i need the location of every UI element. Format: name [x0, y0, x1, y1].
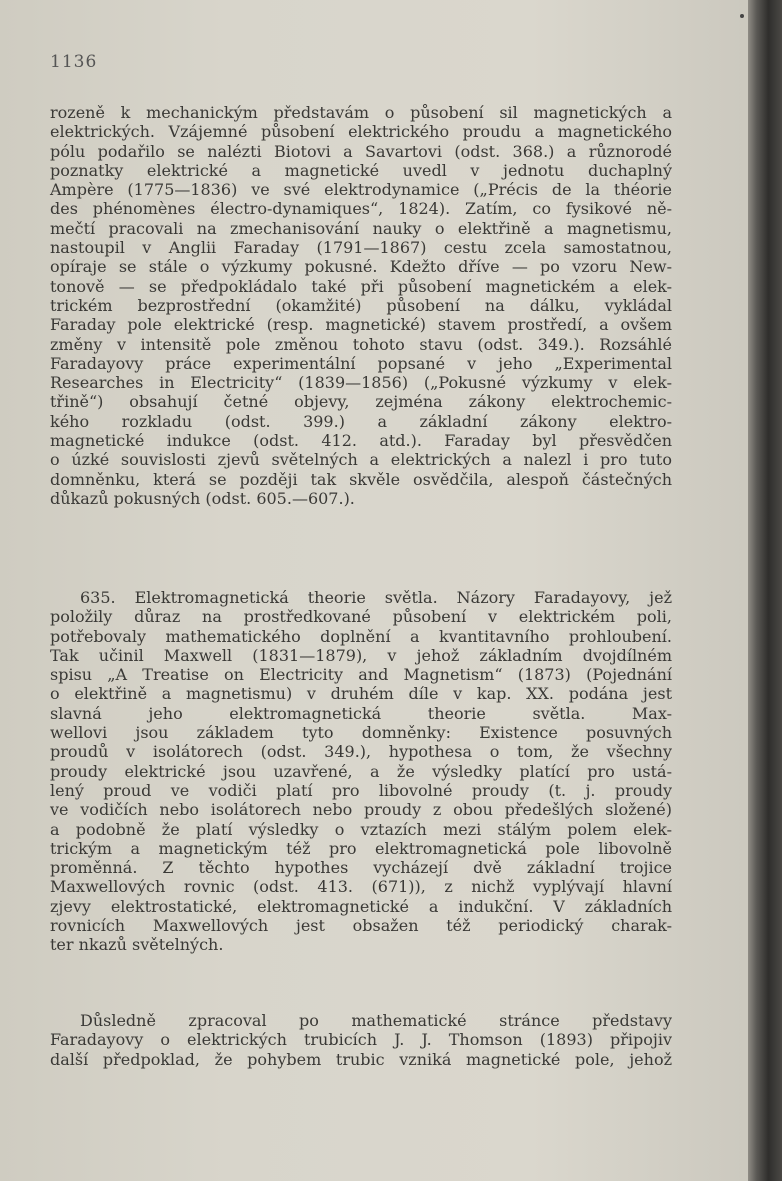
- text-line: domněnku, která se později tak skvěle osvědčila, alespoň částečných: [50, 469, 672, 489]
- text-line: Důsledně zpracoval po mathematické stránce představy: [80, 1011, 672, 1030]
- text-line: Researches in Electricity“ (1839—1856) („Pokusné výzkumy v elek-: [50, 373, 672, 393]
- text-line: kého rozkladu (odst. 399.) a základní zákony elektro-: [50, 411, 672, 431]
- text-line: Tak učinil Maxwell (1831—1879), v jehož základním dvojdílném: [50, 645, 672, 665]
- text-line: opíraje se stále o výzkumy pokusné. Kdežto dříve — po vzoru New-: [50, 257, 672, 277]
- text-line: proměnná. Z těchto hypothes vycházejí dvě základní trojice: [50, 858, 672, 878]
- text-line: položily důraz na prostředkované působení v elektrickém poli,: [50, 607, 672, 627]
- paragraph-2: [50, 588, 672, 955]
- text-line: wellovi jsou základem tyto domněnky: Existence posuvných: [50, 723, 672, 743]
- text-line: proudů v isolátorech (odst. 349.), hypothesa o tom, že všechny: [50, 742, 672, 762]
- text-line: třině“) obsahují četné objevy, zejména zákony elektrochemic-: [50, 392, 672, 412]
- text-line: rovnicích Maxwellových jest obsažen též periodický charak-: [50, 916, 672, 936]
- text-line: další předpoklad, že pohybem trubic vzniká magnetické pole, jehož: [50, 1049, 672, 1069]
- text-line: Faradayovy o elektrických trubicích J. J. Thomson (1893) připojiv: [50, 1030, 672, 1050]
- text-line: trickém bezprostřední (okamžité) působení na dálku, vykládal: [50, 295, 672, 315]
- text-line: slavná jeho elektromagnetická theorie světla. Max-: [50, 703, 672, 723]
- text-line: ter nkazů světelných.: [50, 935, 224, 955]
- text-line: trickým a magnetickým též pro elektromagnetická pole libovolně: [50, 838, 672, 858]
- section-heading-line: 635. Elektromagnetická theorie světla. Názory Faradayovy, jež: [80, 588, 672, 607]
- ink-dot: [740, 14, 744, 18]
- paragraph-3: [50, 1011, 672, 1069]
- text-line: ve vodičích nebo isolátorech nebo proudy z obou předešlých složené): [50, 800, 672, 820]
- text-line: elektrických. Vzájemné působení elektrického proudu a magnetického: [50, 122, 672, 142]
- text-line: tonově — se předpokládalo také při působení magnetickém a elek-: [50, 276, 672, 296]
- page-number: 1136: [50, 52, 98, 72]
- text-line: proudy elektrické jsou uzavřené, a že výsledky platící pro ustá-: [50, 761, 672, 781]
- text-line: o úzké souvislosti zjevů světelných a elektrických a nalezl i pro tuto: [50, 450, 672, 470]
- text-line: magnetické indukce (odst. 412. atd.). Faraday byl přesvědčen: [50, 431, 672, 451]
- text-line: důkazů pokusných (odst. 605.—607.).: [50, 488, 355, 508]
- text-line: des phénomènes électro-dynamiques“, 1824). Zatím, co fysikové ně-: [50, 199, 672, 219]
- text-line: Ampère (1775—1836) ve své elektrodynamice („Précis de la théorie: [50, 180, 672, 200]
- text-line: zjevy elektrostatické, elektromagnetické a indukční. V základních: [50, 896, 672, 916]
- paragraph-1: [50, 103, 672, 508]
- text-line: Maxwellových rovnic (odst. 413. (671)), z nichž vyplývají hlavní: [50, 877, 672, 897]
- text-line: poznatky elektrické a magnetické uvedl v jednotu duchaplný: [50, 160, 672, 180]
- text-line: Faraday pole elektrické (resp. magnetické) stavem prostředí, a ovšem: [50, 315, 672, 335]
- text-line: rozeně k mechanickým představám o působení sil magnetických a: [50, 103, 672, 122]
- text-line: a podobně že platí výsledky o vztazích mezi stálým polem elek-: [50, 819, 672, 839]
- text-line: spisu „A Treatise on Electricity and Magnetism“ (1873) (Pojednání: [50, 665, 672, 685]
- text-line: nastoupil v Anglii Faraday (1791—1867) cestu zcela samostatnou,: [50, 238, 672, 258]
- text-line: o elektřině a magnetismu) v druhém díle v kap. XX. podána jest: [50, 684, 672, 704]
- text-line: pólu podařilo se nalézti Biotovi a Savartovi (odst. 368.) a různorodé: [50, 141, 672, 161]
- text-line: potřebovaly mathematického doplnění a kvantitavního prohloubení.: [50, 626, 672, 646]
- text-line: mečtí pracovali na zmechanisování nauky o elektřině a magnetismu,: [50, 218, 672, 238]
- text-line: Faradayovy práce experimentální popsané v jeho „Experimental: [50, 353, 672, 373]
- text-line: změny v intensitě pole změnou tohoto stavu (odst. 349.). Rozsáhlé: [50, 334, 672, 354]
- book-binding-gutter: [748, 0, 782, 1181]
- text-line: lený proud ve vodiči platí pro libovolné proudy (t. j. proudy: [50, 780, 672, 800]
